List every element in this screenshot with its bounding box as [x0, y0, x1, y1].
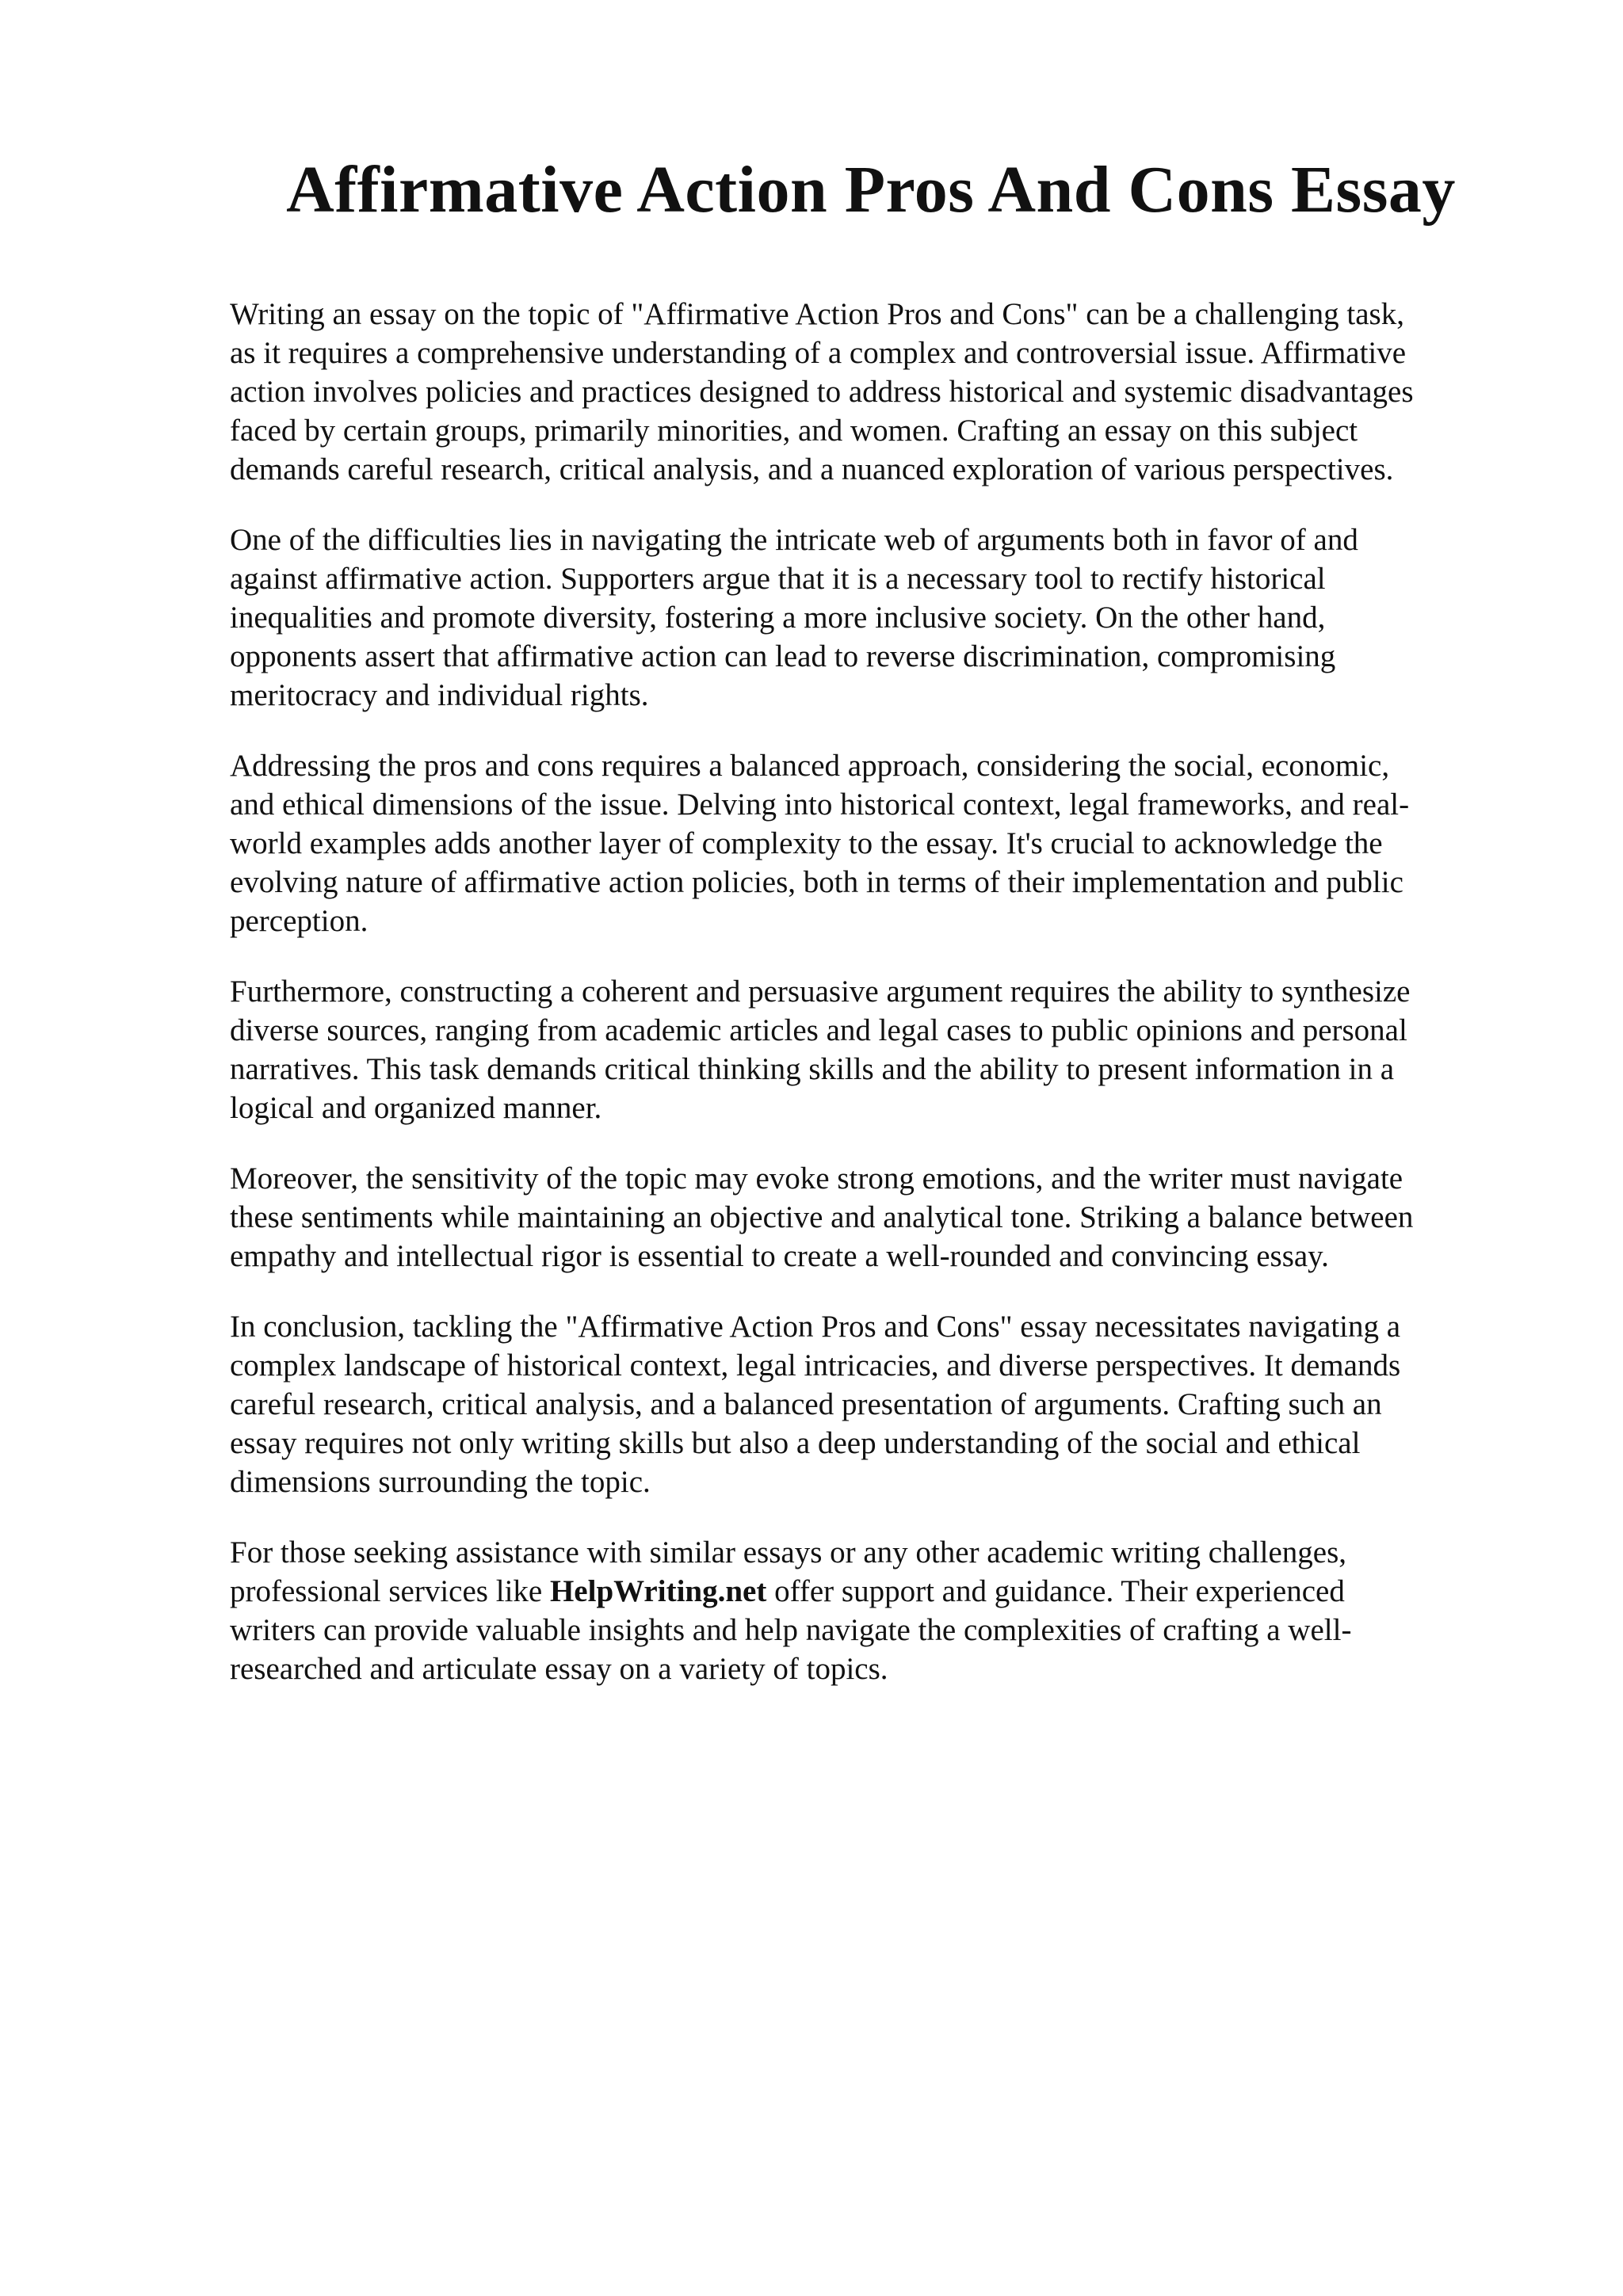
- paragraph-line: meritocracy and individual rights.: [230, 678, 649, 712]
- paragraph-line: demands careful research, critical analysis, and a nuanced exploration of various perspectives.: [230, 452, 1394, 486]
- paragraph-6: [230, 1307, 1482, 1501]
- paragraph-line: essay requires not only writing skills but also a deep understanding of the social and ethical: [230, 1426, 1361, 1460]
- paragraph-line: Addressing the pros and cons requires a balanced approach, considering the social, economic,: [230, 749, 1390, 783]
- paragraph-line: against affirmative action. Supporters argue that it is a necessary tool to rectify historical: [230, 562, 1326, 596]
- document-title: Affirmative Action Pros And Cons Essay: [286, 153, 1456, 227]
- paragraph-line: narratives. This task demands critical thinking skills and the ability to present information in a: [230, 1052, 1395, 1086]
- paragraph-line: careful research, critical analysis, and a balanced presentation of arguments. Crafting such an: [230, 1387, 1382, 1421]
- paragraph-line: writers can provide valuable insights and help navigate the complexities of crafting a well-: [230, 1613, 1352, 1647]
- paragraph-line: dimensions surrounding the topic.: [230, 1465, 651, 1499]
- paragraph-line: perception.: [230, 904, 369, 938]
- closing-paragraph: [230, 1533, 1482, 1688]
- paragraph-line: In conclusion, tackling the "Affirmative Action Pros and Cons" essay necessitates navigating a: [230, 1310, 1401, 1344]
- paragraph-4: [230, 972, 1482, 1127]
- paragraph-line: as it requires a comprehensive understanding of a complex and controversial issue. Affirmative: [230, 336, 1407, 370]
- paragraph-line: these sentiments while maintaining an objective and analytical tone. Striking a balance between: [230, 1200, 1414, 1234]
- paragraph-line: evolving nature of affirmative action policies, both in terms of their implementation and public: [230, 865, 1403, 899]
- paragraph-line: Moreover, the sensitivity of the topic may evoke strong emotions, and the writer must navigate: [230, 1161, 1403, 1196]
- paragraph-line: action involves policies and practices designed to address historical and systemic disadvantages: [230, 375, 1414, 409]
- paragraph-2: [230, 521, 1482, 715]
- paragraph-line: logical and organized manner.: [230, 1091, 602, 1125]
- paragraph-line: complex landscape of historical context, legal intricacies, and diverse perspectives. It demands: [230, 1348, 1401, 1383]
- closing-text-before-brand: professional services like: [230, 1574, 550, 1608]
- paragraph-line: For those seeking assistance with similar essays or any other academic writing challenges,: [230, 1535, 1347, 1569]
- brand-name: HelpWriting.net: [549, 1574, 767, 1608]
- paragraph-line: Writing an essay on the topic of "Affirmative Action Pros and Cons" can be a challenging task,: [230, 297, 1404, 331]
- paragraph-3: [230, 746, 1482, 940]
- paragraph-line: One of the difficulties lies in navigating the intricate web of arguments both in favor of and: [230, 523, 1358, 557]
- closing-text-after-brand: offer support and guidance. Their experienced: [766, 1574, 1345, 1608]
- paragraph-line: empathy and intellectual rigor is essential to create a well-rounded and convincing essay.: [230, 1239, 1329, 1273]
- paragraph-5: [230, 1159, 1482, 1276]
- paragraph-1: [230, 295, 1482, 489]
- paragraph-line: world examples adds another layer of complexity to the essay. It's crucial to acknowledge the: [230, 826, 1383, 860]
- paragraph-line: and ethical dimensions of the issue. Delving into historical context, legal frameworks, and real-: [230, 788, 1410, 822]
- paragraph-line: Furthermore, constructing a coherent and persuasive argument requires the ability to synthesize: [230, 974, 1411, 1009]
- paragraph-line: opponents assert that affirmative action can lead to reverse discrimination, compromising: [230, 639, 1336, 673]
- document-body: [230, 295, 1482, 1720]
- paragraph-line: faced by certain groups, primarily minorities, and women. Crafting an essay on this subject: [230, 414, 1358, 448]
- paragraph-line: inequalities and promote diversity, fostering a more inclusive society. On the other hand,: [230, 601, 1326, 635]
- paragraph-line: diverse sources, ranging from academic articles and legal cases to public opinions and personal: [230, 1013, 1407, 1047]
- paragraph-line: researched and articulate essay on a variety of topics.: [230, 1652, 888, 1686]
- paragraph-line: [230, 1572, 1482, 1611]
